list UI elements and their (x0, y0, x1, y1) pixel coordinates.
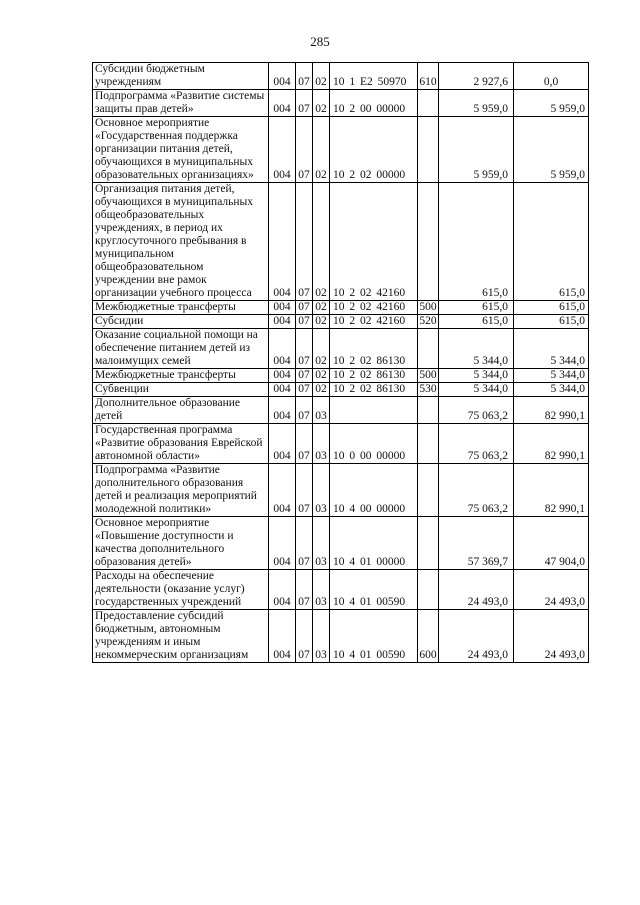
row-amount-year-2: 82 990,1 (514, 464, 589, 517)
row-amount-year-1: 615,0 (439, 315, 514, 329)
row-name: Государственная программа «Развитие образования Еврейской автономной области» (93, 424, 269, 464)
row-section-code: 07 (296, 424, 313, 464)
row-section-code: 07 (296, 183, 313, 301)
row-target-article-code: 10 2 02 42160 (330, 183, 418, 301)
row-amount-year-2: 5 344,0 (514, 369, 589, 383)
row-target-article-code: 10 4 00 00000 (330, 464, 418, 517)
row-target-article-code: 10 0 00 00000 (330, 424, 418, 464)
row-section-code: 07 (296, 570, 313, 610)
table-row (93, 90, 589, 117)
row-section-code: 07 (296, 63, 313, 90)
row-expense-type-code (418, 329, 439, 369)
table-row (93, 117, 589, 183)
row-subsection-code: 03 (313, 610, 330, 663)
row-amount-year-1: 24 493,0 (439, 610, 514, 663)
row-amount-year-2: 47 904,0 (514, 517, 589, 570)
row-ved-code: 004 (269, 183, 296, 301)
table-row (93, 369, 589, 383)
row-section-code: 07 (296, 397, 313, 424)
row-name: Субсидии бюджетным учреждениям (93, 63, 269, 90)
row-amount-year-2: 615,0 (514, 301, 589, 315)
row-name: Дополнительное образование детей (93, 397, 269, 424)
row-expense-type-code: 520 (419, 315, 437, 327)
row-amount-year-1: 75 063,2 (439, 397, 514, 424)
row-ved-code: 004 (269, 315, 296, 329)
row-amount-year-1: 75 063,2 (439, 464, 514, 517)
table-row (93, 570, 589, 610)
row-amount-year-1: 5 344,0 (439, 369, 514, 383)
row-subsection-code: 02 (313, 329, 330, 369)
row-expense-type-code: 530 (419, 383, 437, 395)
row-amount-year-1: 2 927,6 (439, 63, 514, 90)
table-row (93, 464, 589, 517)
row-ved-code: 004 (269, 63, 296, 90)
table-row (93, 63, 589, 90)
row-amount-year-1: 615,0 (439, 301, 514, 315)
budget-table (92, 62, 589, 663)
row-name: Межбюджетные трансферты (93, 301, 269, 315)
row-subsection-code: 02 (313, 383, 330, 397)
row-target-article-code: 10 2 02 86130 (330, 369, 418, 383)
row-expense-type-code (418, 117, 439, 183)
row-name: Субвенции (93, 383, 269, 397)
row-section-code: 07 (296, 383, 313, 397)
table-row (93, 301, 589, 315)
row-subsection-code: 02 (313, 63, 330, 90)
row-ved-code: 004 (269, 329, 296, 369)
row-expense-type-code (418, 424, 439, 464)
row-ved-code: 004 (269, 464, 296, 517)
row-target-article-code: 10 2 02 86130 (330, 329, 418, 369)
row-subsection-code: 02 (313, 183, 330, 301)
row-amount-year-1: 24 493,0 (439, 570, 514, 610)
row-section-code: 07 (296, 90, 313, 117)
row-name: Подпрограмма «Развитие дополнительного образования детей и реализация мероприятий молодежной политики» (93, 464, 269, 517)
row-name: Организация питания детей, обучающихся в муниципальных общеобразовательных учреждениях, в период их круглосуточного пребывания в муниципальном общеобразовательном учреждении вне рамок организации учебного процесса (93, 183, 269, 301)
row-amount-year-2: 5 344,0 (514, 329, 589, 369)
row-subsection-code: 03 (313, 397, 330, 424)
row-amount-year-2: 5 344,0 (514, 383, 589, 397)
row-amount-year-2: 5 959,0 (514, 117, 589, 183)
row-ved-code: 004 (269, 383, 296, 397)
row-amount-year-1: 57 369,7 (439, 517, 514, 570)
row-amount-year-2: 0,0 (514, 63, 589, 90)
row-section-code: 07 (296, 329, 313, 369)
row-ved-code: 004 (269, 610, 296, 663)
table-row (93, 517, 589, 570)
row-ved-code: 004 (269, 424, 296, 464)
row-target-article-code (330, 397, 418, 424)
row-expense-type-code (418, 517, 439, 570)
row-target-article-code: 10 2 00 00000 (330, 90, 418, 117)
row-target-article-code: 10 2 02 42160 (330, 301, 418, 315)
row-subsection-code: 02 (313, 117, 330, 183)
row-expense-type-code (418, 464, 439, 517)
row-section-code: 07 (296, 610, 313, 663)
row-target-article-code: 10 4 01 00000 (330, 517, 418, 570)
row-section-code: 07 (296, 301, 313, 315)
row-name: Межбюджетные трансферты (93, 369, 269, 383)
row-section-code: 07 (296, 369, 313, 383)
row-subsection-code: 03 (313, 570, 330, 610)
row-amount-year-2: 615,0 (514, 315, 589, 329)
row-ved-code: 004 (269, 397, 296, 424)
row-name: Предоставление субсидий бюджетным, автономным учреждениям и иным некоммерческим организациям (93, 610, 269, 663)
row-name: Субсидии (93, 315, 269, 329)
table-row (93, 315, 589, 329)
row-expense-type-code: 610 (418, 63, 439, 90)
row-ved-code: 004 (269, 117, 296, 183)
row-section-code: 07 (296, 464, 313, 517)
row-target-article-code: 10 2 02 86130 (330, 383, 418, 397)
row-amount-year-1: 75 063,2 (439, 424, 514, 464)
row-amount-year-1: 5 344,0 (439, 329, 514, 369)
row-expense-type-code: 500 (419, 301, 437, 313)
row-name: Основное мероприятие «Государственная поддержка организации питания детей, обучающихся в муниципальных образовательных организациях» (93, 117, 269, 183)
row-amount-year-1: 5 344,0 (439, 383, 514, 397)
row-target-article-code: 10 4 01 00590 (330, 570, 418, 610)
row-subsection-code: 02 (313, 315, 330, 329)
row-subsection-code: 03 (313, 464, 330, 517)
row-name: Оказание социальной помощи на обеспечение питанием детей из малоимущих семей (93, 329, 269, 369)
table-row (93, 383, 589, 397)
row-ved-code: 004 (269, 301, 296, 315)
row-amount-year-2: 615,0 (514, 183, 589, 301)
row-amount-year-2: 82 990,1 (514, 424, 589, 464)
table-row (93, 397, 589, 424)
row-subsection-code: 02 (313, 301, 330, 315)
row-subsection-code: 03 (313, 517, 330, 570)
row-subsection-code: 03 (313, 424, 330, 464)
row-expense-type-code (418, 397, 439, 424)
row-expense-type-code: 600 (418, 610, 439, 663)
row-target-article-code: 10 4 01 00590 (330, 610, 418, 663)
row-section-code: 07 (296, 117, 313, 183)
row-ved-code: 004 (269, 517, 296, 570)
row-subsection-code: 02 (313, 90, 330, 117)
row-amount-year-2: 24 493,0 (514, 570, 589, 610)
row-section-code: 07 (296, 517, 313, 570)
row-name: Подпрограмма «Развитие системы защиты прав детей» (93, 90, 269, 117)
table-row (93, 424, 589, 464)
row-target-article-code: 10 1 E2 50970 (330, 63, 418, 90)
row-name: Расходы на обеспечение деятельности (оказание услуг) государственных учреждений (93, 570, 269, 610)
table-row (93, 610, 589, 663)
row-amount-year-1: 5 959,0 (439, 117, 514, 183)
row-amount-year-1: 5 959,0 (439, 90, 514, 117)
table-row (93, 329, 589, 369)
row-ved-code: 004 (269, 90, 296, 117)
row-subsection-code: 02 (313, 369, 330, 383)
row-expense-type-code (418, 183, 439, 301)
row-section-code: 07 (296, 315, 313, 329)
row-amount-year-2: 5 959,0 (514, 90, 589, 117)
row-expense-type-code (418, 90, 439, 117)
row-amount-year-1: 615,0 (439, 183, 514, 301)
row-ved-code: 004 (269, 369, 296, 383)
row-target-article-code: 10 2 02 00000 (330, 117, 418, 183)
row-ved-code: 004 (269, 570, 296, 610)
row-expense-type-code (418, 570, 439, 610)
row-expense-type-code: 500 (419, 369, 437, 381)
page-number: 285 (310, 34, 330, 49)
row-amount-year-2: 82 990,1 (514, 397, 589, 424)
row-name: Основное мероприятие «Повышение доступности и качества дополнительного образования детей» (93, 517, 269, 570)
row-target-article-code: 10 2 02 42160 (330, 315, 418, 329)
table-row (93, 183, 589, 301)
row-amount-year-2: 24 493,0 (514, 610, 589, 663)
